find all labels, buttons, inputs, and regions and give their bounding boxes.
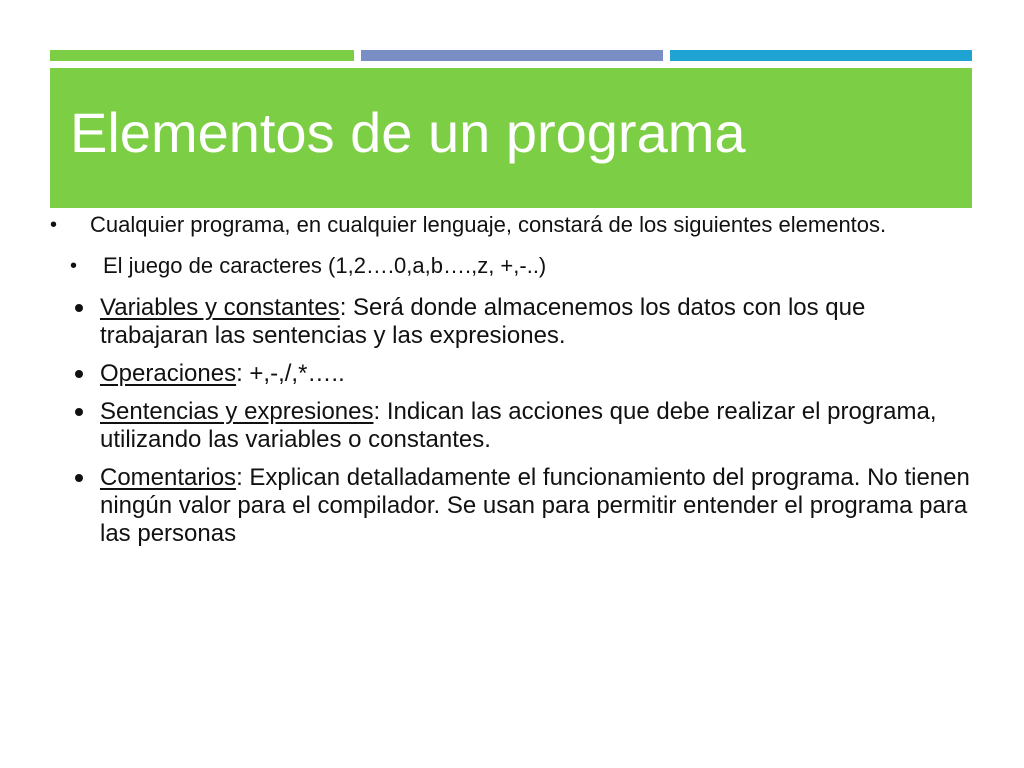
bullet-icon: • [50, 214, 58, 236]
bullet-dot-icon [75, 304, 83, 312]
bullet-item-character-set [50, 253, 970, 279]
bullet-item-comentarios [50, 464, 970, 548]
term-label: Comentarios [100, 464, 237, 491]
bullet-dot-icon [75, 474, 83, 482]
slide-body [50, 212, 970, 558]
accent-bar-blue [361, 50, 663, 61]
bullet-item-sentencias [50, 398, 970, 454]
accent-bar-cyan [670, 50, 972, 61]
bullet-item-variables [50, 294, 970, 350]
accent-bar-green [50, 50, 354, 61]
bullet-text: El juego de caracteres (1,2….0,a,b….,z, +,-..) [103, 253, 547, 278]
bullet-icon: • [70, 255, 78, 277]
bullet-text: Cualquier programa, en cualquier lenguaje, constará de los siguientes elementos. [90, 212, 887, 237]
title-band [50, 68, 972, 208]
bullet-item-operaciones [50, 360, 970, 388]
slide-title: Elementos de un programa [70, 101, 746, 164]
term-label: Sentencias y expresiones [100, 398, 374, 425]
bullet-dot-icon [75, 408, 83, 416]
term-description: : Será donde almacenemos los datos con los que trabajaran las sentencias y las expresiones. [100, 294, 866, 349]
bullet-dot-icon [75, 370, 83, 378]
bullet-item-intro [50, 212, 970, 237]
term-description: : +,-,/,*….. [236, 360, 345, 387]
term-label: Variables y constantes [100, 294, 340, 321]
term-description: : Indican las acciones que debe realizar el programa, utilizando las variables o constantes. [100, 398, 937, 453]
term-label: Operaciones [100, 360, 237, 387]
term-description: : Explican detalladamente el funcionamiento del programa. No tienen ningún valor para el compilador. Se usan para permitir entender el programa para las personas [100, 464, 970, 547]
